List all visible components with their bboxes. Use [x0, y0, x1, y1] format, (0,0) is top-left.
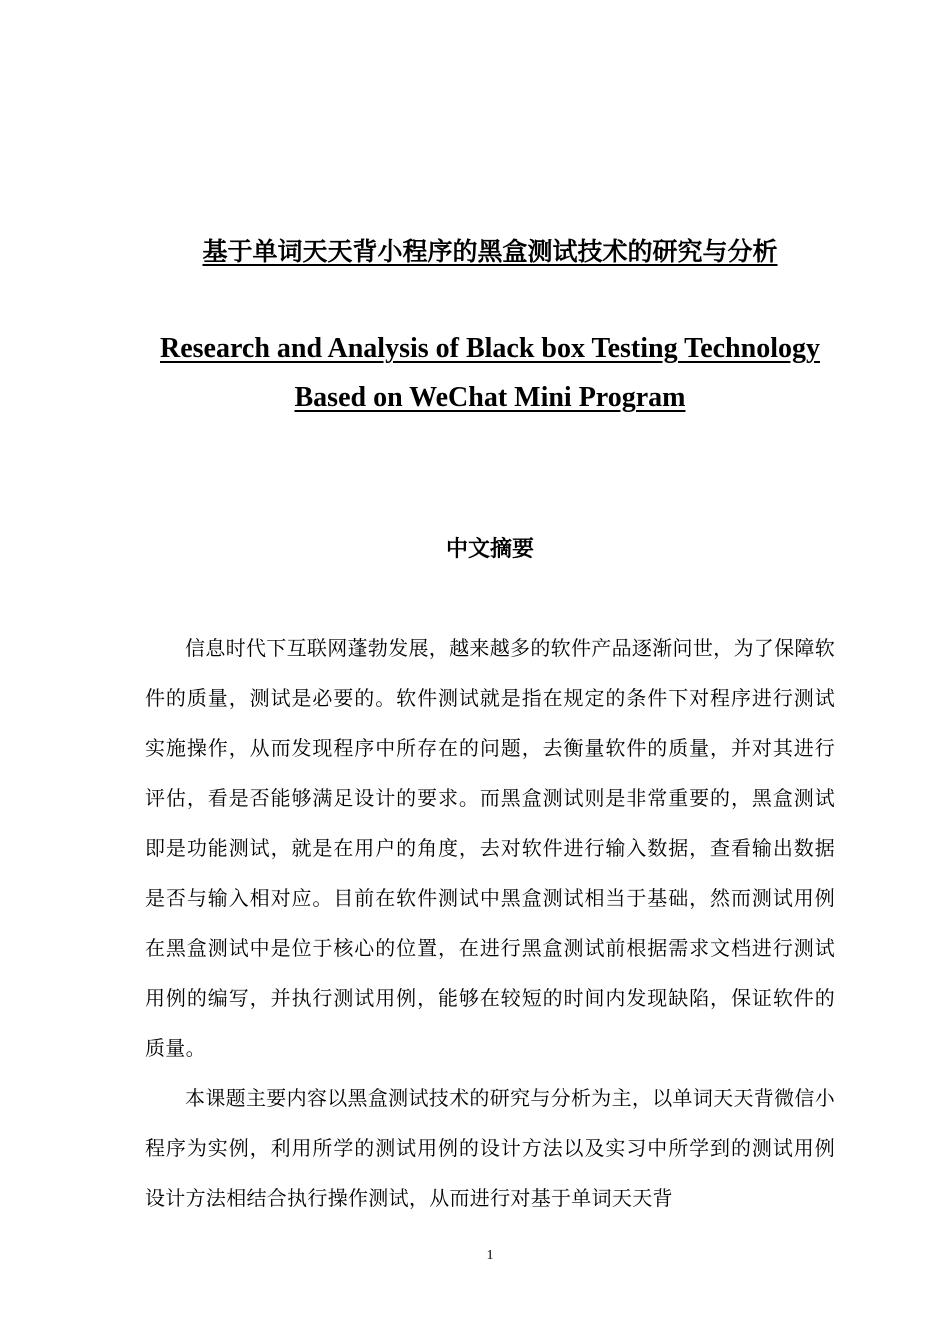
abstract-heading: 中文摘要	[445, 537, 534, 562]
abstract-paragraph-2: 本课题主要内容以黑盒测试技术的研究与分析为主，以单词天天背微信小程序为实例，利用所学的测试用例的设计方法以及实习中所学到的测试用例设计方法相结合执行操作测试，从而进行对基于单词天天背	[145, 1086, 835, 1210]
english-title-line-1: Research and Analysis of Black box Testing Technology	[160, 333, 820, 364]
abstract-paragraph-1: 信息时代下互联网蓬勃发展，越来越多的软件产品逐渐问世，为了保障软件的质量，测试是必要的。软件测试就是指在规定的条件下对程序进行测试实施操作，从而发现程序中所存在的问题，去衡量软件的质量，并对其进行评估，看是否能够满足设计的要求。而黑盒测试则是非常重要的，黑盒测试即是功能测试，就是在用户的角度，去对软件进行输入数据，查看输出数据是否与输入相对应。目前在软件测试中黑盒测试相当于基础，然而测试用例在黑盒测试中是位于核心的位置，在进行黑盒测试前根据需求文档进行测试用例的编写，并执行测试用例，能够在较短的时间内发现缺陷，保证软件的质量。	[145, 636, 835, 1060]
chinese-title: 基于单词天天背小程序的黑盒测试技术的研究与分析	[202, 237, 778, 266]
page-number: 1	[486, 1248, 494, 1263]
english-title-line-2: Based on WeChat Mini Program	[294, 382, 686, 413]
